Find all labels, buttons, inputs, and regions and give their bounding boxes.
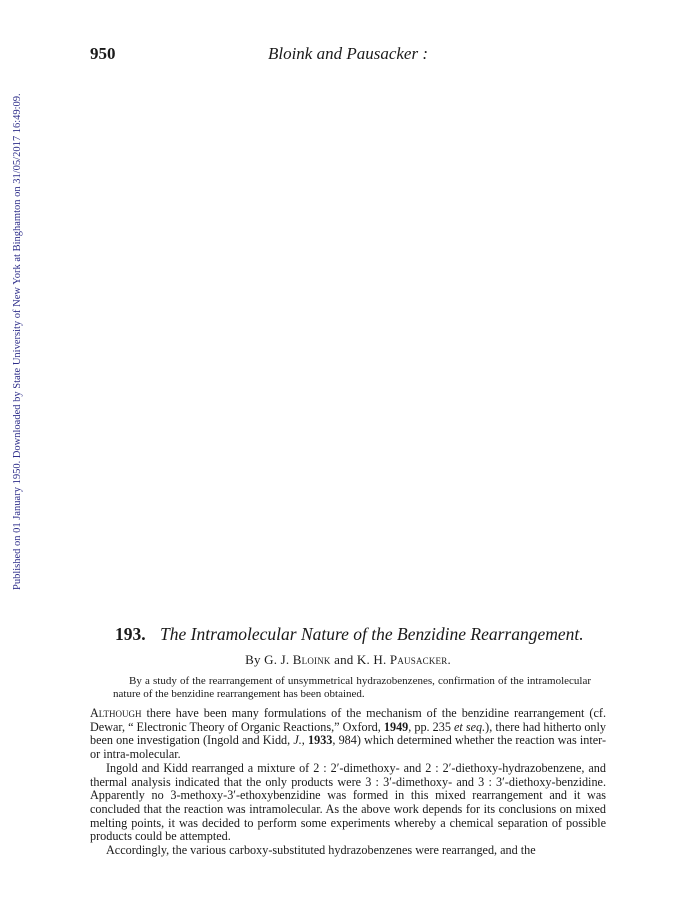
article-title-text: The Intramolecular Nature of the Benzidine Rearrangement.: [160, 624, 584, 644]
running-head: Bloink and Pausacker :: [267, 44, 429, 63]
download-side-note[interactable]: Published on 01 January 1950. Downloaded by State University of New York at Binghamton on 31/05/2017 16:49:09.: [12, 93, 23, 590]
paragraph-2: Ingold and Kidd rearranged a mixture of 2 : 2′-dimethoxy- and 2 : 2′-diethoxy-hydrazobenzene, and thermal analysis indicated that the only products were 3 : 3′-dimethoxy- and 3 : 3′-diethoxy-benzidine. Apparently no 3-methoxy-3′-ethoxybenzidine was formed in this mixed rearrangement and it was concluded that the reaction was intramolecular. As the above work depends for its conclusions on mixed melting points, it was decided to perform some experiments whereby a chemical separation of possible products could be attempted.: [90, 760, 606, 844]
p1-text-4: ,: [301, 733, 308, 748]
article-body: [90, 707, 606, 858]
byline: [0, 652, 696, 668]
p1-journal: J.: [293, 733, 302, 748]
p1-year-1949: 1949: [383, 719, 409, 734]
p1-et-seq: et seq.: [454, 719, 486, 734]
author-bloink: Bloink: [292, 652, 331, 667]
article-title: [115, 624, 615, 645]
byline-prefix: By G. J.: [245, 652, 290, 667]
byline-suffix: .: [447, 652, 451, 667]
p1-text-3: ), there had hitherto only been one investigation (Ingold and Kidd,: [90, 719, 607, 748]
article-number: 193.: [115, 624, 146, 644]
p1-text-1: there have been many formulations of the mechanism of the benzidine rearrangement (cf. Dewar, “ Electronic Theory of Organic Reactions,” Oxford,: [90, 706, 606, 734]
byline-conj: and K. H.: [334, 652, 387, 667]
abstract: By a study of the rearrangement of unsymmetrical hydrazobenzenes, confirmation of the intramolecular nature of the benzidine rearrangement has been obtained.: [113, 675, 591, 700]
author-pausacker: Pausacker: [389, 652, 448, 667]
paragraph-1: [90, 707, 606, 762]
p1-year-1933: 1933: [308, 733, 333, 748]
p1-text-5: , 984) which determined whether the reaction was inter- or intra-molecular.: [90, 733, 607, 762]
lead-word: Although: [90, 706, 142, 720]
paragraph-3: Accordingly, the various carboxy-substituted hydrazobenzenes were rearranged, and the: [106, 843, 536, 858]
page-number: 950: [90, 44, 116, 63]
p1-text-2: , pp. 235: [408, 719, 454, 734]
